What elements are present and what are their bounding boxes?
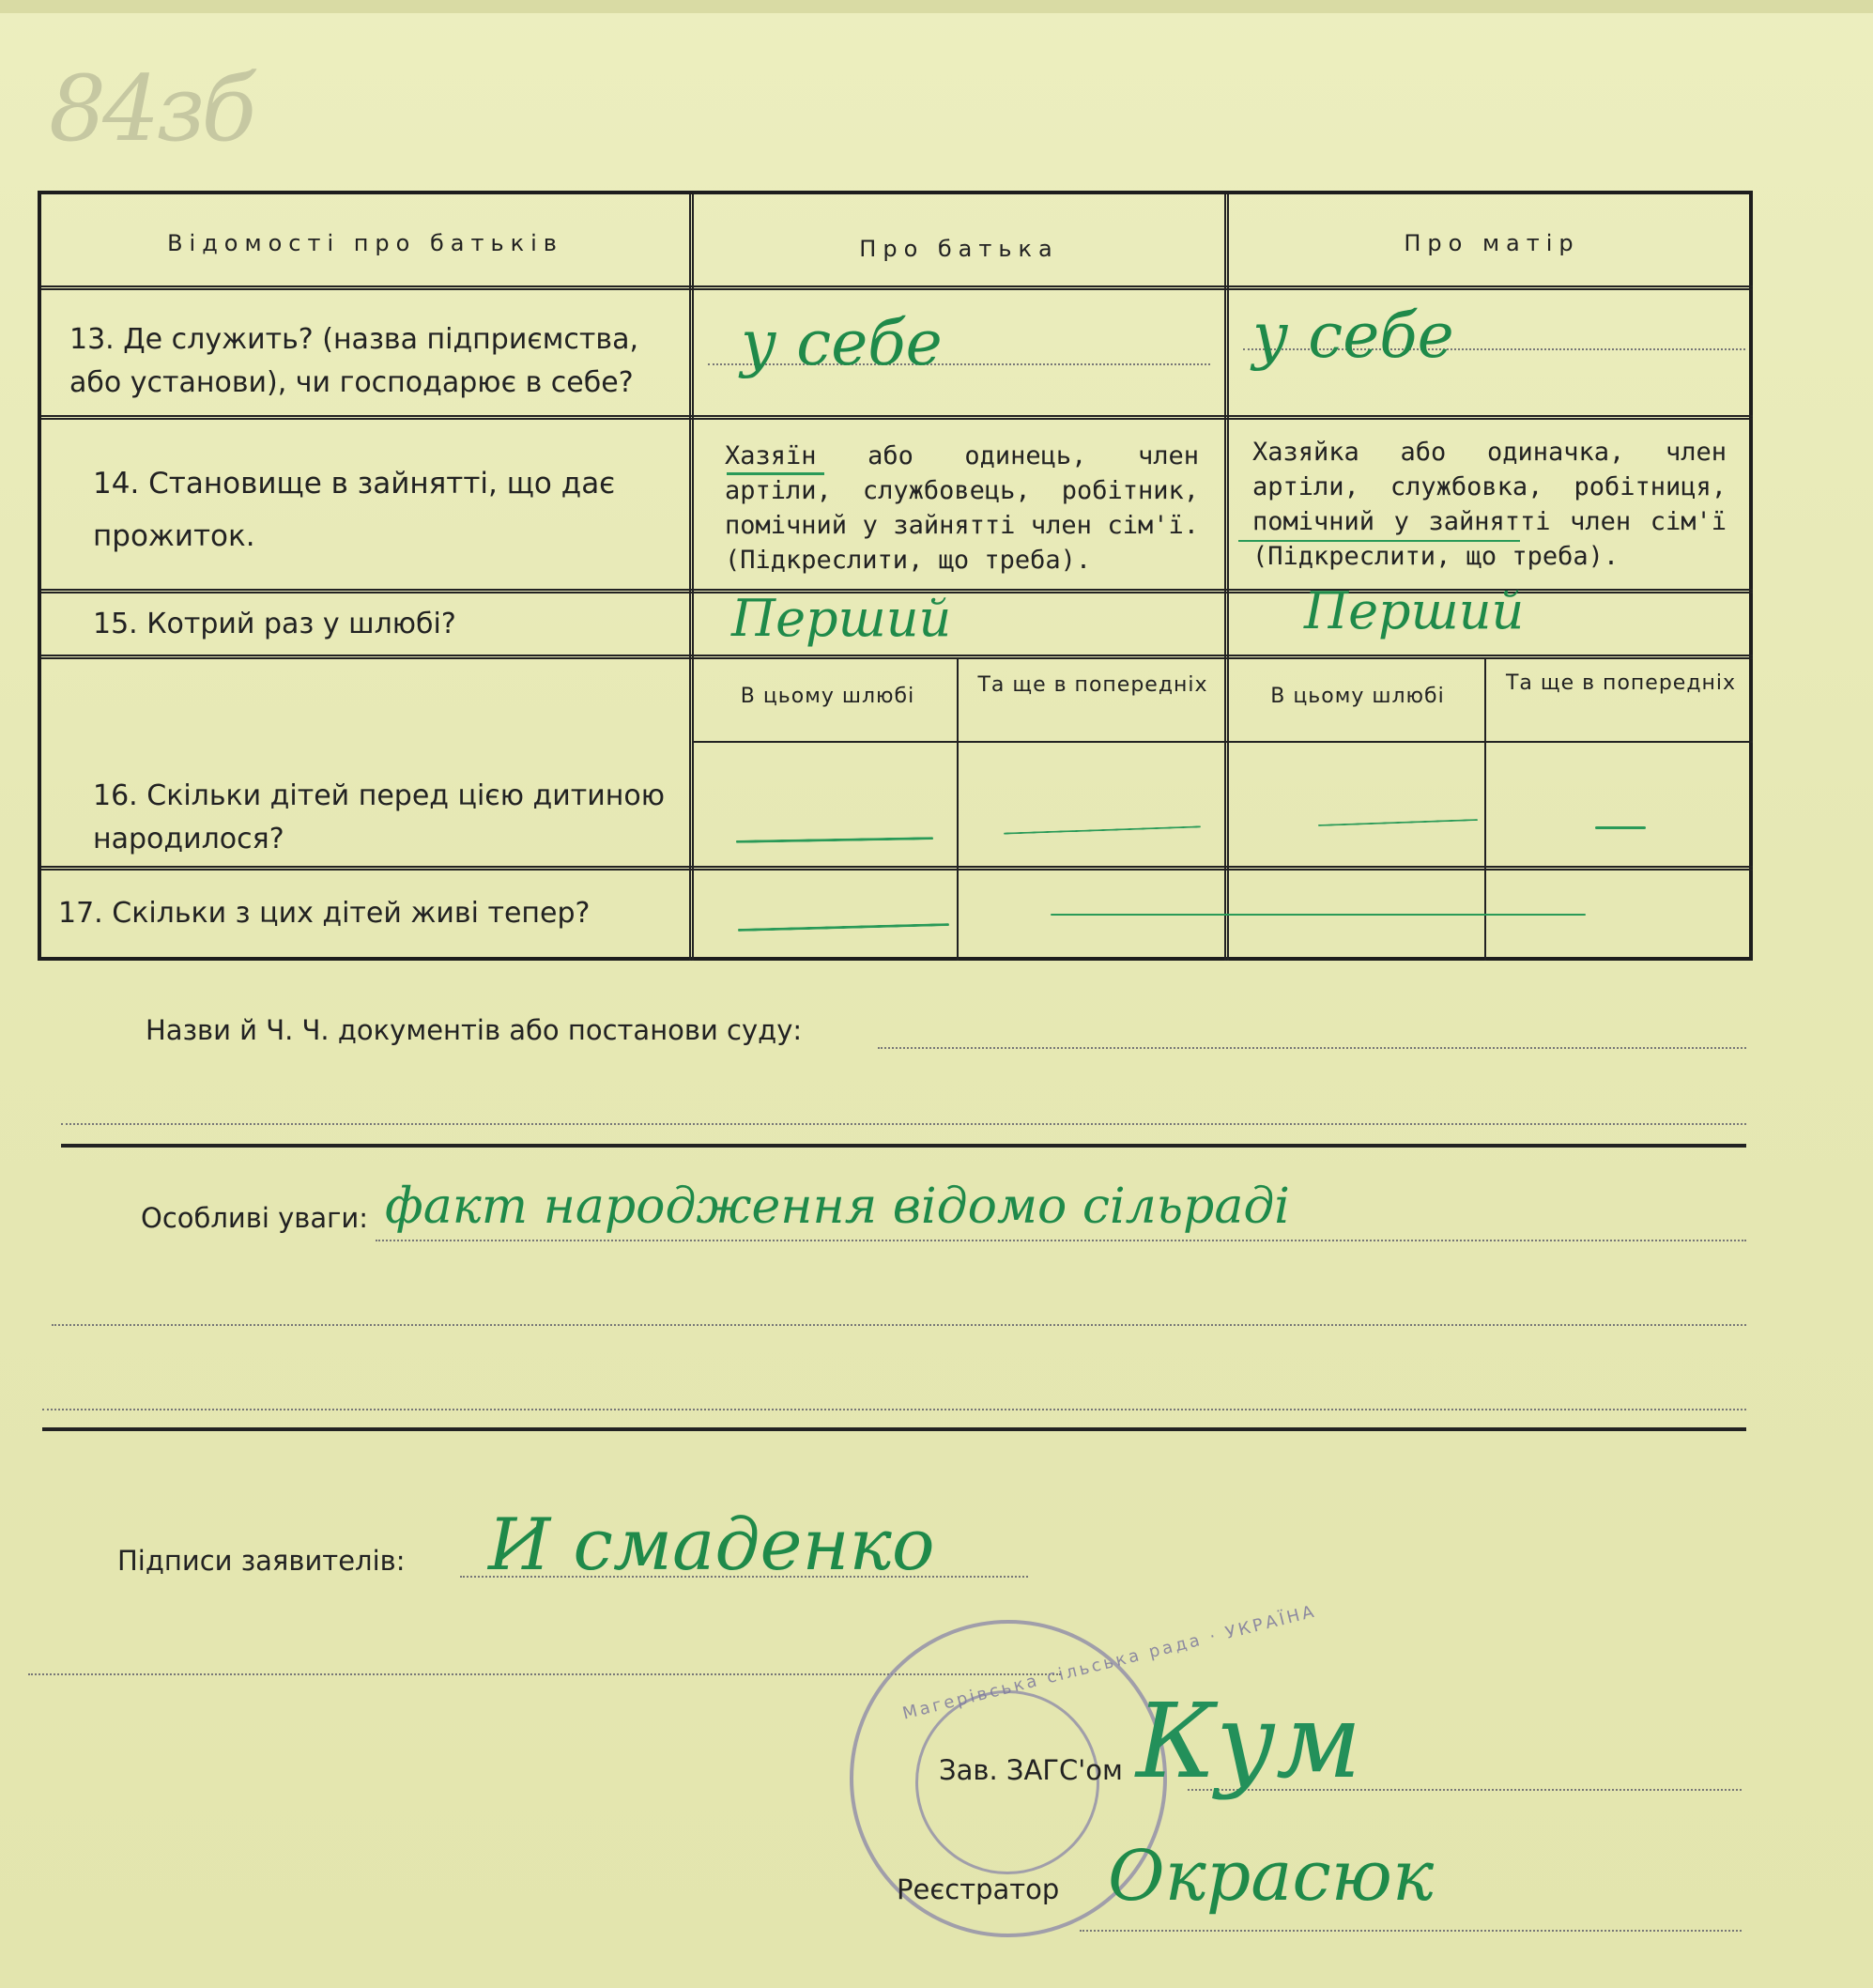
father-mother-divider bbox=[1224, 194, 1233, 961]
archive-pencil-number: 84зб bbox=[49, 56, 253, 162]
header-mother: Про матір bbox=[1404, 230, 1580, 256]
remarks-line-3 bbox=[42, 1409, 1746, 1410]
q14-father-options: Хазяїн або одинець, член артіли, службовець, робітник, помічний у зайнятті член сім'ї. (Підкреслити, що треба). bbox=[725, 441, 1199, 575]
applicants-signature: И смаденко bbox=[488, 1503, 935, 1586]
head-signature: Кум bbox=[1136, 1681, 1362, 1801]
page-top-edge bbox=[0, 0, 1873, 13]
q14-mother-underline bbox=[1238, 540, 1520, 542]
q17-label: 17. Скільки з цих дітей живі тепер? bbox=[58, 897, 591, 930]
parents-info-table bbox=[38, 191, 1753, 961]
q13-label: 13. Де служить? (назва підприємства, або установи), чи господарює в себе? bbox=[69, 323, 639, 399]
father-subcol-divider bbox=[957, 659, 959, 961]
registrar-signature: Окрасюк bbox=[1108, 1836, 1435, 1917]
q15-mother-answer: Перший bbox=[1304, 581, 1525, 640]
q13-mother-answer: у себе bbox=[1252, 300, 1454, 372]
remarks-line-2 bbox=[52, 1324, 1746, 1326]
q16-mother-this-dash bbox=[1318, 819, 1478, 826]
q14-label: 14. Становище в зайнятті, що дає прожиток. bbox=[93, 467, 616, 553]
documents-label: Назви й Ч. Ч. документів або постанови суду: bbox=[146, 1014, 803, 1046]
q14-mother-options: Хазяйка або одиначка, член артіли, службовка, робітниця, помічний у зайнятті член сім'ї (Підкреслити, що треба). bbox=[1252, 438, 1727, 571]
questions-column-divider bbox=[689, 194, 698, 961]
q17-father-this-dash bbox=[738, 923, 949, 932]
documents-line-1 bbox=[878, 1047, 1746, 1049]
head-label: Зав. ЗАГС'ом bbox=[939, 1754, 1123, 1786]
q16-father-sub-this: В цьому шлюбі bbox=[740, 685, 915, 708]
applicants-label: Підписи заявителів: bbox=[117, 1545, 406, 1577]
q16-father-sub-prev: Та ще в попередніх bbox=[977, 673, 1208, 697]
q16-father-prev-dash bbox=[1004, 825, 1201, 834]
remarks-section-rule bbox=[42, 1427, 1746, 1431]
q15-father-answer: Перший bbox=[731, 589, 952, 648]
row15-divider bbox=[41, 655, 1753, 663]
q14-father-underline bbox=[727, 472, 824, 475]
stamp-text: Магерівська сільська рада · УКРАЇНА bbox=[900, 1601, 1319, 1724]
q16-label: 16. Скільки дітей перед цією дитиною народилося? bbox=[93, 779, 665, 855]
q15-label: 15. Котрий раз у шлюбі? bbox=[93, 608, 456, 640]
row16-divider bbox=[41, 866, 1753, 874]
header-questions: Відомості про батьків bbox=[167, 230, 563, 256]
q16-mother-sub-this: В цьому шлюбі bbox=[1270, 685, 1445, 708]
documents-section-rule bbox=[61, 1144, 1746, 1148]
documents-line-2 bbox=[61, 1123, 1746, 1125]
remarks-line-1 bbox=[376, 1240, 1746, 1241]
q17-father-prev-dash bbox=[1051, 914, 1586, 916]
row13-divider bbox=[41, 415, 1753, 424]
remarks-value: факт народження відомо сільраді bbox=[385, 1179, 1290, 1235]
q16-mother-sub-prev: Та ще в попередніх bbox=[1505, 671, 1737, 695]
row16-subheader-divider bbox=[694, 741, 1753, 743]
q16-father-this-dash bbox=[736, 837, 933, 843]
q13-father-answer: у себе bbox=[741, 307, 943, 379]
q16-mother-prev-dash bbox=[1595, 826, 1646, 829]
registrar-line bbox=[1080, 1930, 1742, 1932]
registrar-label: Реєстратор bbox=[897, 1873, 1060, 1905]
header-father: Про батька bbox=[859, 236, 1059, 262]
remarks-label: Особливі уваги: bbox=[141, 1202, 369, 1234]
table-header-divider bbox=[41, 285, 1753, 294]
